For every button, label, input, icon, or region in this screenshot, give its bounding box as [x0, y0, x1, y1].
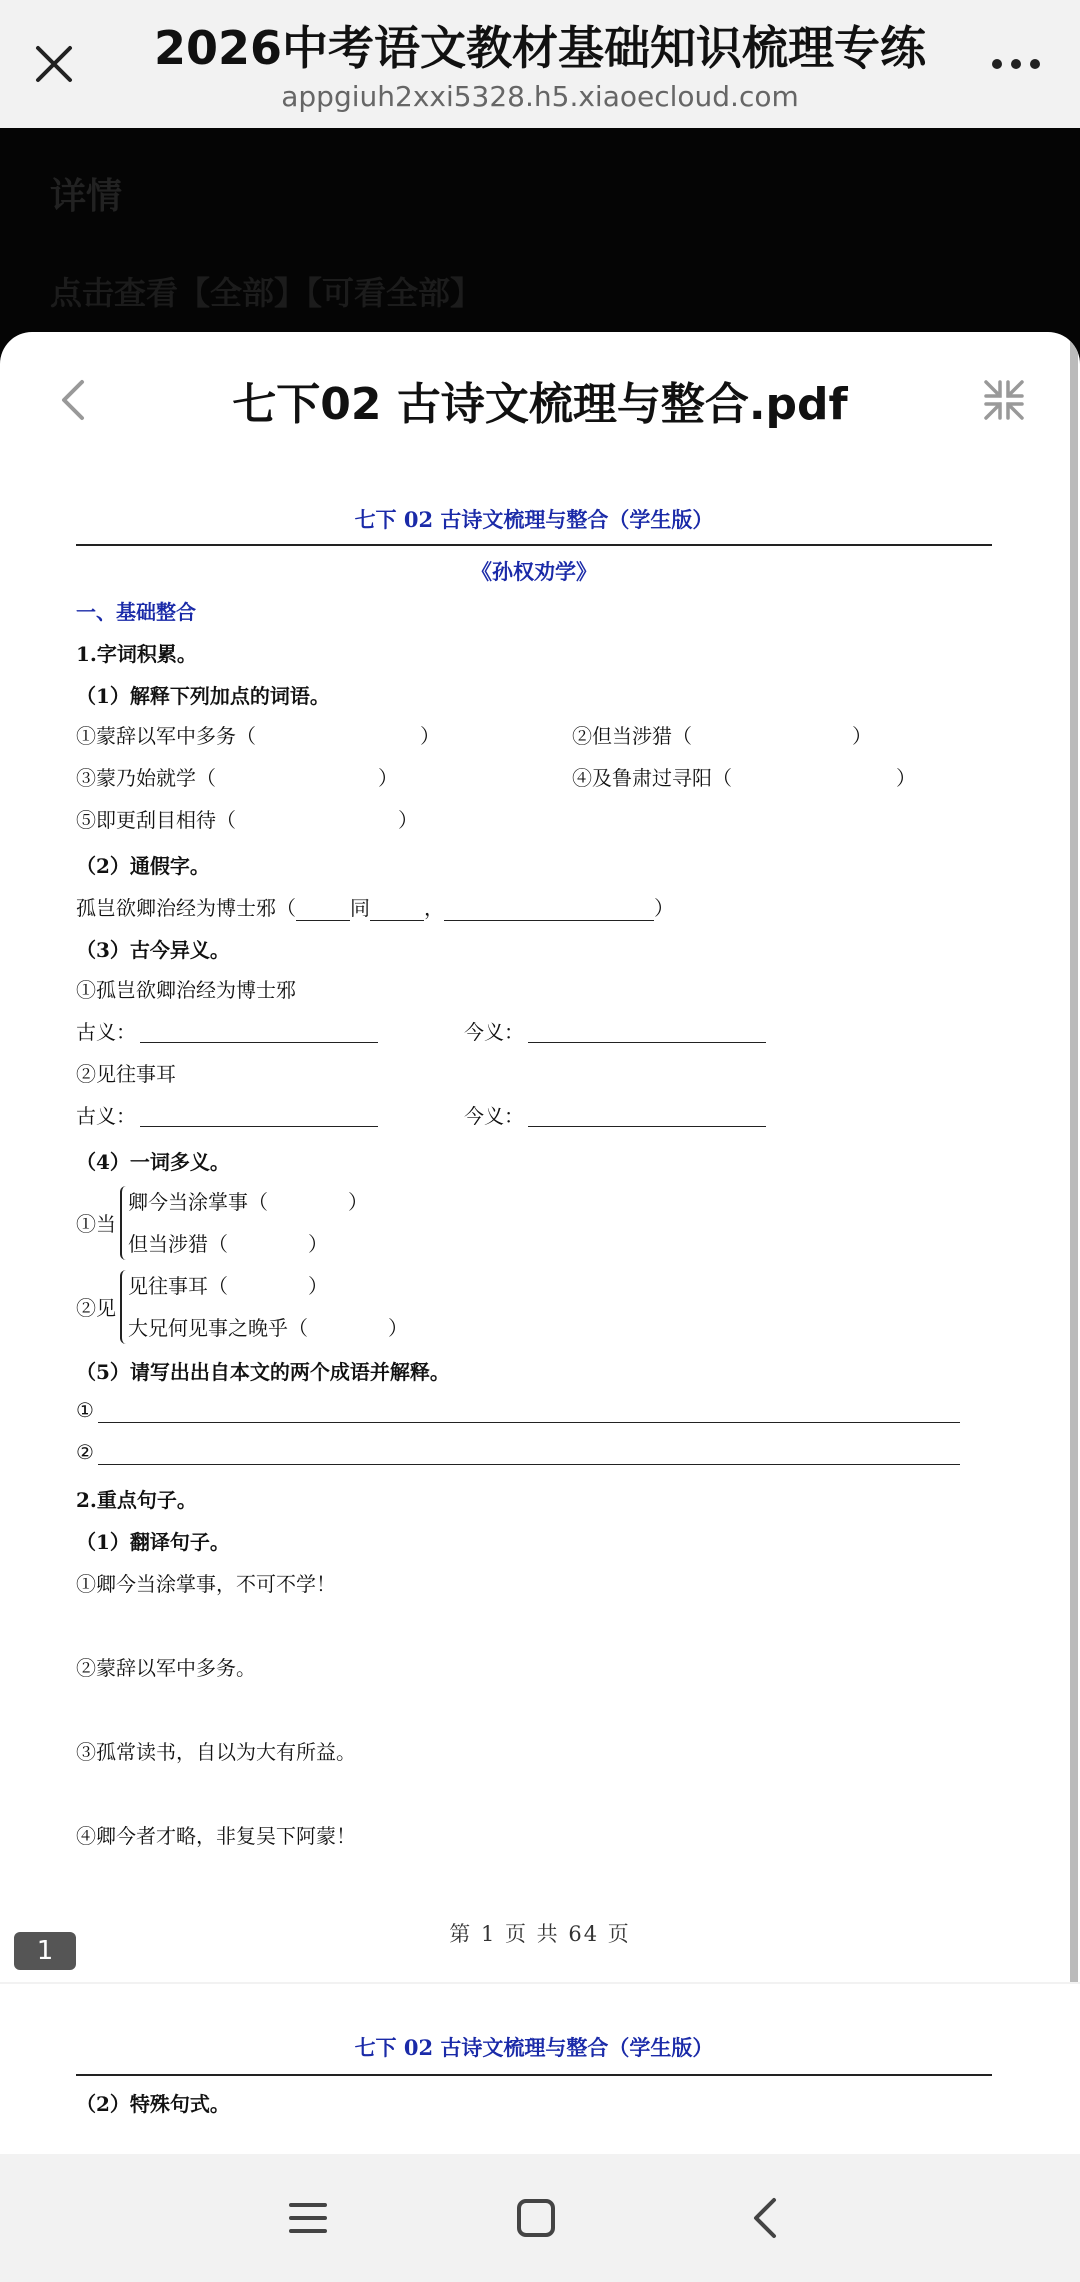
more-button[interactable] — [976, 28, 1056, 100]
collapse-icon — [982, 378, 1026, 422]
polysemy-item: 见往事耳（ ） — [128, 1274, 328, 1298]
question-item: ②但当涉猎（ — [572, 724, 692, 748]
section-heading: 一、基础整合 — [76, 600, 196, 624]
close-paren: ） — [852, 724, 872, 748]
scrollbar[interactable] — [1070, 336, 1078, 1982]
translation-item: ③孤常读书，自以为大有所益。 — [76, 1740, 356, 1764]
pdf-header: 七下 02 古诗文梳理与整合（学生版） — [354, 2035, 714, 2060]
answer-line[interactable] — [140, 1126, 378, 1127]
gu-yi-label: 古义： — [76, 1020, 136, 1044]
polysemy-word: ②见 — [76, 1296, 116, 1320]
answer-marker: ① — [76, 1398, 94, 1422]
backdrop-text: 点击查看【全部】【可看全部】 — [50, 274, 483, 312]
pdf-header: 七下 02 古诗文梳理与整合（学生版） — [354, 507, 714, 532]
answer-line[interactable] — [98, 1464, 960, 1465]
translation-item: ④卿今者才略，非复吴下阿蒙！ — [76, 1824, 356, 1848]
question-item: ①孤岂欲卿治经为博士邪 — [76, 978, 296, 1002]
viewer-back-button[interactable] — [46, 370, 98, 430]
close-button[interactable] — [24, 28, 84, 100]
home-button[interactable] — [496, 2182, 576, 2254]
menu-button[interactable] — [268, 2182, 348, 2254]
pdf-subtitle: 《孙权劝学》 — [471, 559, 597, 584]
answer-line[interactable] — [140, 1042, 378, 1043]
close-icon — [34, 44, 74, 84]
answer-blank[interactable] — [296, 896, 350, 921]
page-url: appgiuh2xxi5328.h5.xiaoecloud.com — [281, 80, 799, 113]
menu-icon — [288, 2201, 328, 2235]
subsection-heading: 2.重点句子。 — [76, 1488, 197, 1512]
viewer-header — [0, 332, 1080, 462]
gu-yi-label: 古义： — [76, 1104, 136, 1128]
close-paren: ） — [654, 896, 674, 920]
question-heading: （4）一词多义。 — [76, 1150, 230, 1174]
question-item: ⑤即更刮目相待（ — [76, 808, 236, 832]
answer-line[interactable] — [98, 1422, 960, 1423]
question-heading: （5）请写出出自本文的两个成语并解释。 — [76, 1360, 450, 1384]
close-paren: ） — [896, 766, 916, 790]
question-item: ③蒙乃始就学（ — [76, 766, 216, 790]
question-text: 孤岂欲卿治经为博士邪（ — [76, 896, 296, 920]
question-line — [76, 892, 674, 921]
answer-blank[interactable] — [444, 896, 654, 921]
question-heading: （2）通假字。 — [76, 854, 210, 878]
close-paren: ） — [398, 808, 418, 832]
back-icon — [750, 2196, 778, 2240]
translation-item: ②蒙辞以军中多务。 — [76, 1656, 256, 1680]
subsection-heading: 1.字词积累。 — [76, 642, 197, 666]
jin-yi-label: 今义： — [464, 1104, 524, 1128]
polysemy-item: 大兄何见事之晚乎（ ） — [128, 1316, 408, 1340]
tong-label: 同 — [350, 896, 370, 920]
jin-yi-label: 今义： — [464, 1020, 524, 1044]
header-rule — [76, 2074, 992, 2076]
chevron-left-icon — [58, 378, 86, 422]
system-navbar — [0, 2154, 1080, 2282]
question-item: ②见往事耳 — [76, 1062, 176, 1086]
page-number-badge: 1 — [14, 1932, 76, 1970]
question-heading: （3）古今异义。 — [76, 938, 230, 962]
backdrop-title: 详情 — [50, 176, 123, 217]
question-item: ④及鲁肃过寻阳（ — [572, 766, 732, 790]
polysemy-word: ①当 — [76, 1212, 116, 1236]
back-button[interactable] — [724, 2182, 804, 2254]
page-footer: 第 1 页 共 64 页 — [449, 1922, 631, 1946]
answer-line[interactable] — [528, 1126, 766, 1127]
app-title: 2026中考语文教材基础知识梳理专练 — [153, 21, 927, 75]
comma: ， — [424, 896, 444, 920]
answer-blank[interactable] — [370, 896, 424, 921]
header-rule — [76, 544, 992, 546]
polysemy-item: 卿今当涂掌事（ ） — [128, 1190, 368, 1214]
translation-item: ①卿今当涂掌事，不可不学！ — [76, 1572, 336, 1596]
polysemy-item: 但当涉猎（ ） — [128, 1232, 328, 1256]
collapse-button[interactable] — [974, 370, 1034, 430]
question-heading: （1）解释下列加点的词语。 — [76, 684, 330, 708]
pdf-viewer-sheet — [0, 332, 1080, 1982]
close-paren: ） — [420, 724, 440, 748]
close-paren: ） — [378, 766, 398, 790]
question-heading: （1）翻译句子。 — [76, 1530, 230, 1554]
home-icon — [516, 2198, 556, 2238]
browser-topbar — [0, 0, 1080, 128]
pdf-page-2 — [0, 1984, 1080, 2154]
question-heading: （2）特殊句式。 — [76, 2092, 230, 2116]
document-title: 七下02 古诗文梳理与整合.pdf — [232, 379, 848, 430]
answer-line[interactable] — [528, 1042, 766, 1043]
more-icon — [991, 58, 1041, 70]
question-item: ①蒙辞以军中多务（ — [76, 724, 256, 748]
answer-marker: ② — [76, 1440, 94, 1464]
